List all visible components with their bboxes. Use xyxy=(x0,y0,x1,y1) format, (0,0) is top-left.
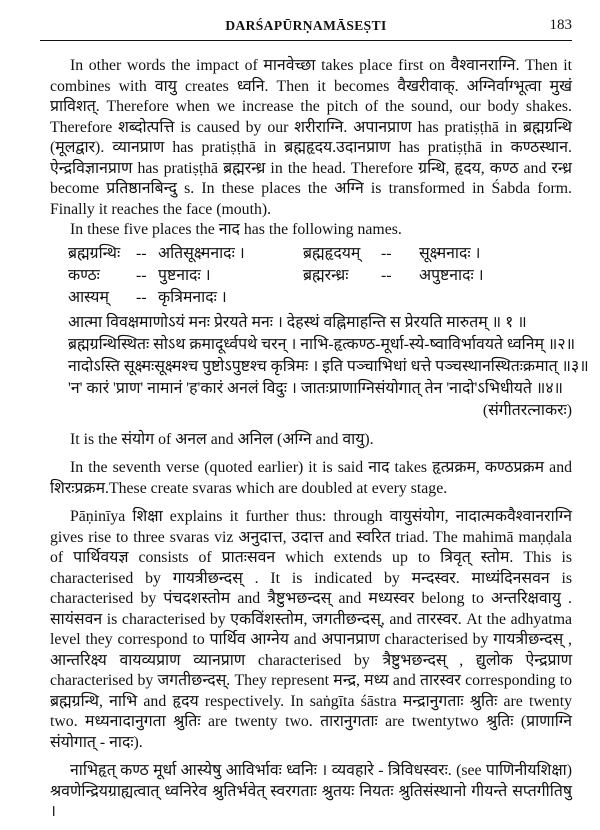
dash: -- xyxy=(136,267,147,285)
names-row xyxy=(50,266,572,288)
dash: -- xyxy=(136,289,147,307)
body-text xyxy=(50,56,589,823)
paragraph-1: In other words the impact of मानवेच्छा takes place first on वैश्वानराग्नि. Then it combines with वायु creates ध्वनि. Then it becomes वैखरीवाक्. अग्निर्वाग्भूत्वा मुखं प्राविशत्. Therefore when we increase the pitch of the sound, our body shakes. Therefore शब्दोत्पत्ति is caused by our शरीराग्नि. अपानप्राण has pratiṣṭhā in ब्रह्मग्रन्थि (मूलद्वार). व्यानप्राण has pratiṣṭhā in ब्रह्महृदय.उदानप्राण has pratiṣṭhā in कण्ठस्थान. ऐन्द्रविज्ञानप्राण has pratiṣṭhā ब्रह्मरन्ध्र in the head. Therefore ग्रन्थि, हृदय, कण्ठ and रन्ध्र become प्रतिष्ठानबिन्दु s. In these places the अग्नि is transformed in Śabda form. Finally it reaches the face (mouth). xyxy=(50,57,572,218)
nada-name: पुष्टनादः । xyxy=(158,267,211,285)
place-name: कण्ठः xyxy=(68,267,100,285)
header-rule xyxy=(40,40,572,41)
sanskrit-verses xyxy=(50,312,589,422)
dash: -- xyxy=(136,245,147,263)
page-header xyxy=(40,16,572,38)
place-name: ब्रह्मग्रन्थिः xyxy=(68,245,121,263)
verse-source: (संगीतरत्नाकरः) xyxy=(482,401,572,419)
page-number: 183 xyxy=(549,17,572,33)
verse-2: ब्रह्मग्रन्थिस्थितः सोऽथ क्रमादूर्ध्वपथे चरन् । नाभि-हृत्कण्ठ-मूर्धा-स्ये-ष्वाविर्भावयते ध्वनिम् ॥२॥ xyxy=(68,335,576,353)
verse-4: 'न' कारं 'प्राण' नामानं 'ह'कारं अनलं विदुः । जातःप्राणाग्निसंयोगात् तेन 'नादो'ऽभिधीयते ॥४॥ xyxy=(68,379,564,397)
paragraph-2: It is the संयोग of अनल and अनिल (अग्नि and वायु). xyxy=(70,430,374,448)
nada-names-table xyxy=(50,244,572,310)
nada-name: अपुष्टनादः । xyxy=(419,267,484,285)
names-row xyxy=(50,288,572,310)
place-name: आस्यम् xyxy=(68,289,109,307)
nada-name: सूक्ष्मनादः । xyxy=(419,245,481,263)
paragraph-1b: In these five places the नाद has the following names. xyxy=(70,221,402,238)
paragraph-3: In the seventh verse (quoted earlier) it is said नाद takes हृत्प्रक्रम, कण्ठप्रक्रम and शिरःप्रक्रम.These create svaras which are doubled at every stage. xyxy=(50,459,572,497)
nada-name: कृत्रिमनादः । xyxy=(158,289,227,307)
paragraph-5: नाभिहृत् कण्ठ मूर्धा आस्येषु आविर्भावः ध्वनिः । व्यवहारे - त्रिविधस्वरः. (see पाणिनीयशिक्षा) श्रवणेन्द्रियग्राह्यत्वात् ध्वनिरेव श्रुतिर्भवेत् स्वरगताः श्रुतयः नियतः श्रुतिसंस्थानो गीयन्ते सप्तगीतिषु । xyxy=(50,762,572,820)
place-name: ब्रह्महृदयम् xyxy=(303,245,361,263)
paragraph-4: Pāṇinīya शिक्षा explains it further thus: through वायुसंयोग, नादात्मकवैश्वानराग्नि gives rise to three svaras viz अनुदात्त, उदात्त and स्वरित triad. The mahimā maṇḍala of पार्थिवयज्ञ consists of प्रातःसवन which extends up to त्रिवृत् स्तोम. This is characterised by गायत्रीछन्दस् . It is indicated by मन्दस्वर. माध्यंदिनसवन is characterised by पंचदशस्तोम and त्रैष्टुभछन्दस् and मध्यस्वर belong to अन्तरिक्षवायु . सायंसवन is characterised by एकविंशस्तोम, जगतीछन्दस्, and तारस्वर. At the adhyatma level they correspond to पार्थिव आग्नेय and अपानप्राण characterised by गायत्रीछन्दस् , आन्तरिक्ष्य वायव्यप्राण व्यानप्राण characterised by त्रैष्टुभछन्दस् , द्युलोक ऐन्द्रप्राण characterised by जगतीछन्दस्. They represent मन्द्र, मध्य and तारस्वर corresponding to ब्रह्मग्रन्थि, नाभि and हृदय respectively. In saṅgīta śāstra मन्द्रानुगताः श्रुतिः are twenty two. मध्यनादानुगता श्रुतिः are twenty two. तारानुगताः are twentytwo श्रुतिः (प्राणाग्नि संयोगात् - नादः). xyxy=(50,508,572,751)
names-row xyxy=(50,244,572,266)
dash: -- xyxy=(381,267,392,285)
dash: -- xyxy=(381,245,392,263)
place-name: ब्रह्मरन्ध्रः xyxy=(303,267,349,285)
verse-3: नादोऽस्ति सूक्ष्मःसूक्ष्मश्च पुष्टोऽपुष्टश्च कृत्रिमः । इति पञ्चाभिधां धत्ते पञ्चस्थानस्थितःक्रमात् ॥३॥ xyxy=(68,357,589,375)
running-title: DARŚAPŪRṆAMĀSEṢTI xyxy=(225,18,387,33)
verse-1: आत्मा विवक्षमाणोऽयं मनः प्रेरयते मनः । देहस्थं वह्निमाहन्ति स प्रेरयति मारुतम् ॥ १ ॥ xyxy=(68,313,527,331)
nada-name: अतिसूक्ष्मनादः । xyxy=(158,245,245,263)
